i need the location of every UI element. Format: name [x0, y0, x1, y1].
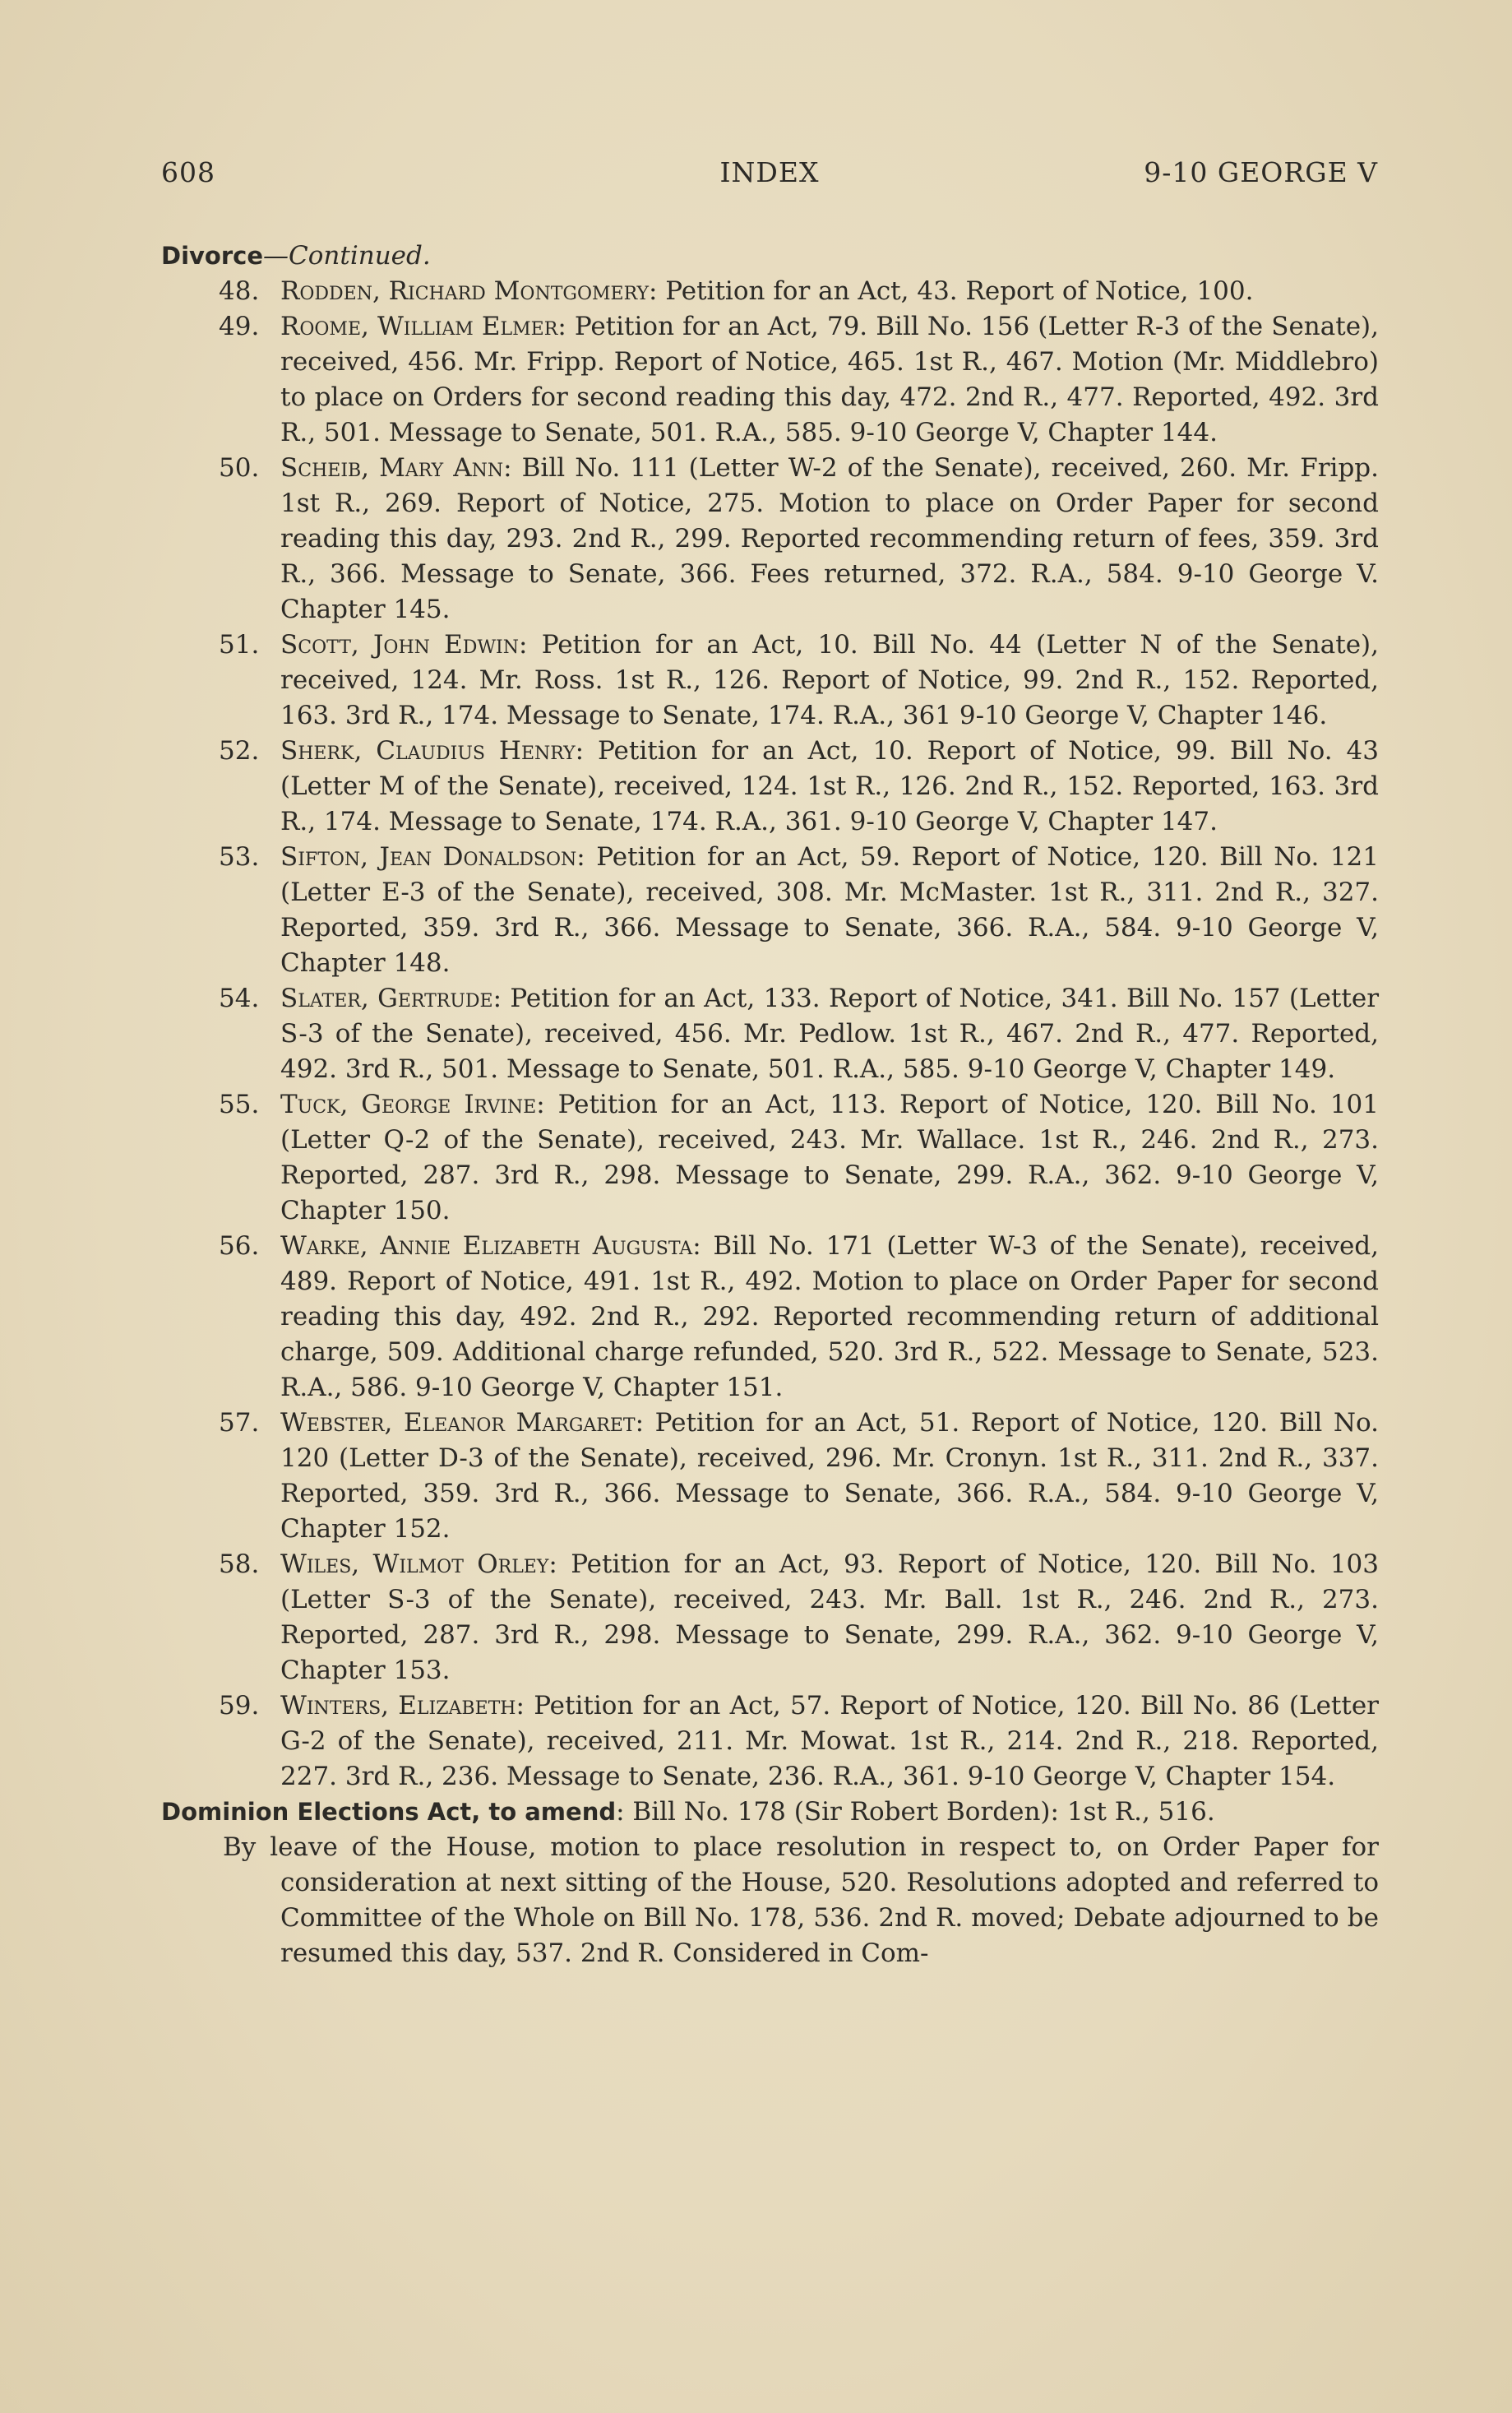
entry-number: 54.: [219, 984, 260, 1013]
dominion-paragraph: By leave of the House, motion to place resolution in respect to, on Order Paper for consideration at next sitting of the House, 520. Resolutions adopted and referred to Committee of the Whole on Bill No. 178, 536. 2nd R. moved; Debate adjourned to be resumed this day, 537. 2nd R. Considered in Com-: [223, 1832, 1379, 1968]
continued-label: —Continued.: [263, 241, 431, 271]
entry-name: Scott, John Edwin: [280, 630, 519, 660]
entry-number: 56.: [219, 1231, 260, 1261]
entry-text: : Petition for an Act, 79. Bill No. 156 (Letter R-3 of the Senate), received, 456. Mr. Fripp. Report of Notice, 465. 1st R., 467. Motion (Mr. Middlebro) to place on Orders for second reading this day, 472. 2nd R., 477. Reported, 492. 3rd R., 501. Message to Senate, 501. R.A., 585. 9-10 George V, Chapter 144.: [280, 312, 1380, 447]
list-item: [161, 309, 1379, 451]
list-item: [161, 451, 1379, 628]
entry-name: Webster, Eleanor Margaret: [280, 1408, 636, 1438]
entry-number: 55.: [219, 1090, 260, 1119]
list-item: [161, 981, 1379, 1087]
entry-text: : Petition for an Act, 10. Report of Notice, 99. Bill No. 43 (Letter M of the Senate), received, 124. 1st R., 126. 2nd R., 152. Reported, 163. 3rd R., 174. Message to Senate, 174. R.A., 361. 9-10 George V, Chapter 147.: [280, 736, 1380, 836]
entry-name: Scheib, Mary Ann: [280, 453, 504, 483]
entry-name: Rodden, Richard Montgomery: [280, 276, 649, 306]
entry-number: 59.: [219, 1691, 260, 1721]
entry-list: [161, 274, 1379, 1795]
dominion-heading: Dominion Elections Act, to amend: [161, 1798, 617, 1826]
list-item: [161, 734, 1379, 840]
list-item: [161, 1406, 1379, 1547]
entry-name: Slater, Gertrude: [280, 984, 493, 1013]
list-item: [161, 840, 1379, 981]
entry-number: 51.: [219, 630, 260, 660]
entry-number: 53.: [219, 842, 260, 872]
list-item: [161, 628, 1379, 734]
entry-text: : Petition for an Act, 59. Report of Notice, 120. Bill No. 121 (Letter E-3 of the Senate), received, 308. Mr. McMaster. 1st R., 311. 2nd R., 327. Reported, 359. 3rd R., 366. Message to Senate, 366. R.A., 584. 9-10 George V, Chapter 148.: [280, 842, 1379, 978]
list-item: [161, 1547, 1379, 1688]
entry-text: : Petition for an Act, 43. Report of Notice, 100.: [648, 276, 1254, 306]
list-item: [161, 274, 1379, 309]
entry-name: Roome, William Elmer: [280, 312, 558, 341]
entry-number: 57.: [219, 1408, 260, 1438]
list-item: [161, 1229, 1379, 1406]
entry-number: 58.: [219, 1549, 260, 1579]
running-title: INDEX: [719, 156, 820, 188]
entry-text: : Petition for an Act, 133. Report of Notice, 341. Bill No. 157 (Letter S-3 of the Senate), received, 456. Mr. Pedlow. 1st R., 467. 2nd R., 477. Reported, 492. 3rd R., 501. Message to Senate, 501. R.A., 585. 9-10 George V, Chapter 149.: [280, 984, 1380, 1084]
entry-number: 52.: [219, 736, 260, 766]
entry-name: Winters, Elizabeth: [280, 1691, 516, 1721]
entry-text: : Petition for an Act, 57. Report of Notice, 120. Bill No. 86 (Letter G-2 of the Senate), received, 211. Mr. Mowat. 1st R., 214. 2nd R., 218. Reported, 227. 3rd R., 236. Message to Senate, 236. R.A., 361. 9-10 George V, Chapter 154.: [280, 1691, 1379, 1791]
entry-name: Tuck, George Irvine: [280, 1090, 537, 1119]
entry-number: 50.: [219, 453, 260, 483]
entry-number: 48.: [219, 276, 260, 306]
entry-text: : Petition for an Act, 51. Report of Notice, 120. Bill No. 120 (Letter D-3 of the Senate), received, 296. Mr. Cronyn. 1st R., 311. 2nd R., 337. Reported, 359. 3rd R., 366. Message to Senate, 366. R.A., 584. 9-10 George V, Chapter 152.: [280, 1408, 1380, 1544]
entry-text: : Petition for an Act, 93. Report of Notice, 120. Bill No. 103 (Letter S-3 of the Senate), received, 243. Mr. Ball. 1st R., 246. 2nd R., 273. Reported, 287. 3rd R., 298. Message to Senate, 299. R.A., 362. 9-10 George V, Chapter 153.: [280, 1549, 1379, 1685]
entry-text: : Petition for an Act, 113. Report of Notice, 120. Bill No. 101 (Letter Q-2 of the Senate), received, 243. Mr. Wallace. 1st R., 246. 2nd R., 273. Reported, 287. 3rd R., 298. Message to Senate, 299. R.A., 362. 9-10 George V, Chapter 150.: [280, 1090, 1379, 1225]
regnal-year: 9-10 GEORGE V: [1144, 156, 1378, 188]
entry-name: Wiles, Wilmot Orley: [280, 1549, 549, 1579]
section-title: Divorce: [161, 242, 264, 270]
dominion-text: : Bill No. 178 (Sir Robert Borden): 1st R., 516.: [616, 1797, 1215, 1827]
dominion-elections-entry: [161, 1795, 1379, 1830]
entry-name: Sifton, Jean Donaldson: [280, 842, 577, 872]
entry-name: Sherk, Claudius Henry: [280, 736, 576, 766]
page-number: 608: [161, 156, 215, 188]
entry-text: : Petition for an Act, 10. Bill No. 44 (Letter N of the Senate), received, 124. Mr. Ross. 1st R., 126. Report of Notice, 99. 2nd R., 152. Reported, 163. 3rd R., 174. Message to Senate, 174. R.A., 361 9-10 George V, Chapter 146.: [280, 630, 1379, 730]
list-item: [161, 1688, 1379, 1795]
list-item: [161, 1087, 1379, 1229]
entry-text: : Bill No. 171 (Letter W-3 of the Senate), received, 489. Report of Notice, 491. 1st R., 492. Motion to place on Order Paper for second reading this day, 492. 2nd R., 292. Reported recommending return of additional charge, 509. Additional charge refunded, 520. 3rd R., 522. Message to Senate, 523. R.A., 586. 9-10 George V, Chapter 151.: [280, 1231, 1379, 1402]
section-heading: [161, 239, 1379, 274]
entry-number: 49.: [219, 312, 260, 341]
entry-name: Warke, Annie Elizabeth Augusta: [280, 1231, 693, 1261]
entry-text: : Bill No. 111 (Letter W-2 of the Senate), received, 260. Mr. Fripp. 1st R., 269. Report of Notice, 275. Motion to place on Order Paper for second reading this day, 293. 2nd R., 299. Reported recommending return of fees, 359. 3rd R., 366. Message to Senate, 366. Fees returned, 372. R.A., 584. 9-10 George V. Chapter 145.: [280, 453, 1379, 624]
index-body: [161, 239, 1379, 1971]
